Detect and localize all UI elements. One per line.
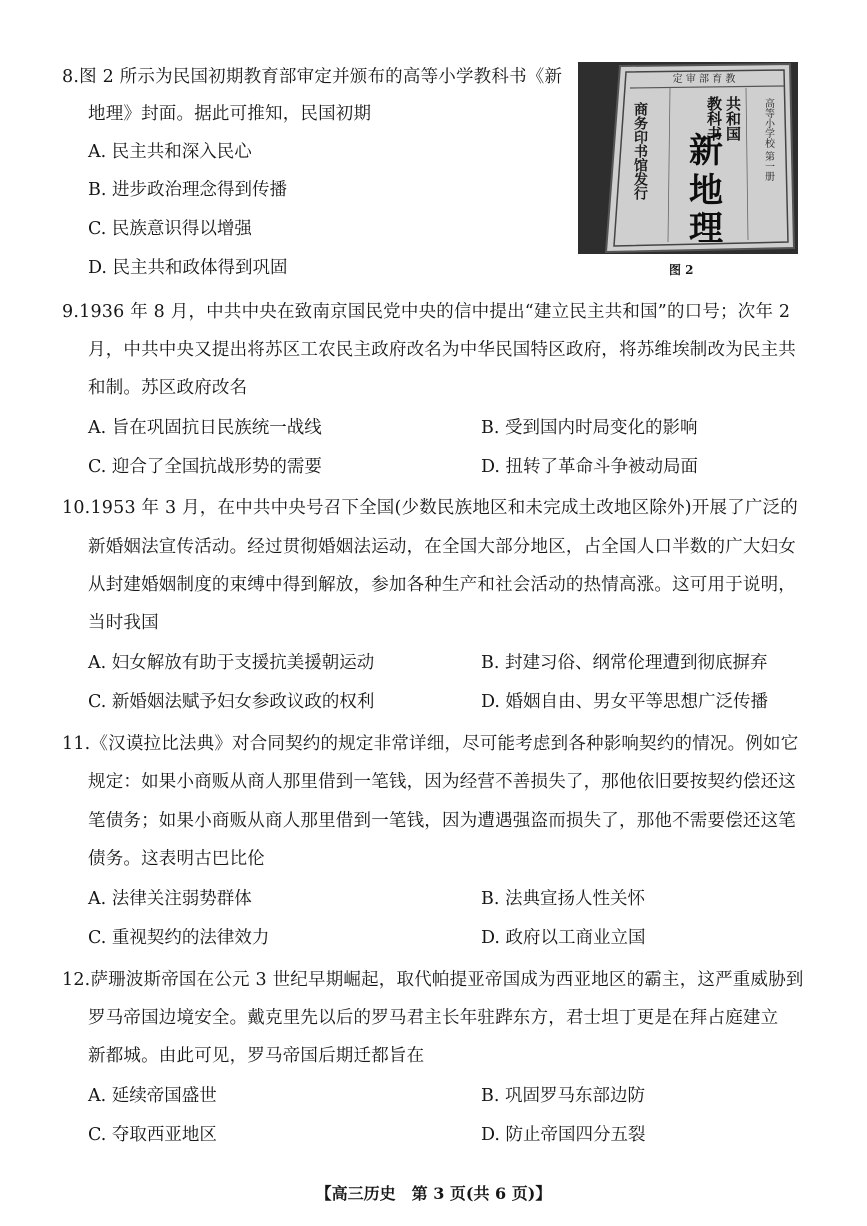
q12-option-b: B. 巩固罗马东部边防 <box>481 1086 645 1106</box>
cover-top-text: 定 审 部 育 教 <box>672 74 736 85</box>
figure-caption: 图 2 <box>669 263 694 277</box>
cover-title-char-2: 地 <box>689 171 723 211</box>
q8-option-b: B. 进步政治理念得到传播 <box>88 180 287 200</box>
cover-title-char-3: 理 <box>689 209 723 249</box>
q8-text-1: 图 2 所示为民国初期教育部审定并颁布的高等小学教科书《新 <box>79 67 563 87</box>
q9-number: 9. <box>62 302 80 322</box>
cover-title-char-1: 新 <box>689 131 723 171</box>
q9-line-1 <box>62 299 790 325</box>
q11-line-4: 债务。这表明古巴比伦 <box>88 849 265 869</box>
q12-line-1 <box>62 967 804 993</box>
q12-option-c: C. 夺取西亚地区 <box>88 1125 217 1145</box>
q11-option-c: C. 重视契约的法律效力 <box>88 928 270 948</box>
q10-text-1: 1953 年 3 月，在中共中央号召下全国(少数民族地区和未完成土改地区除外)开展了广泛的 <box>90 498 798 518</box>
q11-option-b: B. 法典宣扬人性关怀 <box>481 889 645 909</box>
q12-line-3: 新都城。由此可见，罗马帝国后期迁都旨在 <box>88 1046 425 1066</box>
textbook-cover-image <box>578 62 798 254</box>
q10-option-a: A. 妇女解放有助于支援抗美援朝运动 <box>88 653 375 673</box>
q10-option-c: C. 新婚姻法赋予妇女参政议政的权利 <box>88 692 375 712</box>
q12-number: 12. <box>62 970 91 990</box>
q12-option-d: D. 防止帝国四分五裂 <box>481 1125 646 1145</box>
q10-line-4: 当时我国 <box>88 613 159 633</box>
q10-option-d: D. 婚姻自由、男女平等思想广泛传播 <box>481 692 769 712</box>
page-footer: 【高三历史 第 3 页(共 6 页)】 <box>315 1184 552 1203</box>
q9-option-d: D. 扭转了革命斗争被动局面 <box>481 457 699 477</box>
q9-option-b: B. 受到国内时局变化的影响 <box>481 418 698 438</box>
q11-option-d: D. 政府以工商业立国 <box>481 928 646 948</box>
q9-line-2: 月，中共中央又提出将苏区工农民主政府改名为中华民国特区政府，将苏维埃制改为民主共 <box>88 340 796 360</box>
q8-option-d: D. 民主共和政体得到巩固 <box>88 258 288 278</box>
cover-republic-text: 共和国 <box>724 96 742 141</box>
q8-line-2: 地理》封面。据此可推知，民国初期 <box>88 104 372 124</box>
q8-option-c: C. 民族意识得以增强 <box>88 219 252 239</box>
cover-publisher-text: 商务印书馆发行 <box>632 102 648 200</box>
q10-line-2: 新婚姻法宣传活动。经过贯彻婚姻法运动，在全国大部分地区，占全国人口半数的广大妇女 <box>88 537 796 557</box>
q10-option-b: B. 封建习俗、纲常伦理遭到彻底摒弃 <box>481 653 768 673</box>
q10-line-1 <box>62 495 798 521</box>
q11-line-3: 笔债务；如果小商贩从商人那里借到一笔钱，因为遭遇强盗而损失了，那他不需要偿还这笔 <box>88 811 796 831</box>
q11-number: 11. <box>62 734 91 754</box>
q12-text-1: 萨珊波斯帝国在公元 3 世纪早期崛起，取代帕提亚帝国成为西亚地区的霸主，这严重威胁到 <box>90 970 804 990</box>
q9-text-1: 1936 年 8 月，中共中央在致南京国民党中央的信中提出“建立民主共和国”的口号；次年 2 <box>79 302 791 322</box>
q10-number: 10. <box>62 498 91 518</box>
q10-line-3: 从封建婚姻制度的束缚中得到解放，参加各种生产和社会活动的热情高涨。这可用于说明， <box>88 575 796 595</box>
cover-right-column: 高等小学校 第一册 <box>762 98 774 182</box>
q12-option-a: A. 延续帝国盛世 <box>88 1086 217 1106</box>
textbook-cover-illustration <box>578 62 798 254</box>
q8-line-1 <box>62 64 562 90</box>
q9-option-a: A. 旨在巩固抗日民族统一战线 <box>88 418 322 438</box>
cover-textbook-text: 教科书 <box>705 96 723 141</box>
q11-line-2: 规定：如果小商贩从商人那里借到一笔钱，因为经营不善损失了，那他依旧要按契约偿还这 <box>88 772 796 792</box>
q12-line-2: 罗马帝国边境安全。戴克里先以后的罗马君主长年驻跸东方，君士坦丁更是在拜占庭建立 <box>88 1008 779 1028</box>
q11-option-a: A. 法律关注弱势群体 <box>88 889 252 909</box>
q9-option-c: C. 迎合了全国抗战形势的需要 <box>88 457 322 477</box>
q11-line-1 <box>62 731 798 757</box>
q11-text-1: 《汉谟拉比法典》对合同契约的规定非常详细，尽可能考虑到各种影响契约的情况。例如它 <box>90 734 799 754</box>
q8-number: 8. <box>62 67 80 87</box>
q9-line-3: 和制。苏区政府改名 <box>88 378 248 398</box>
q8-option-a: A. 民主共和深入民心 <box>88 142 252 162</box>
